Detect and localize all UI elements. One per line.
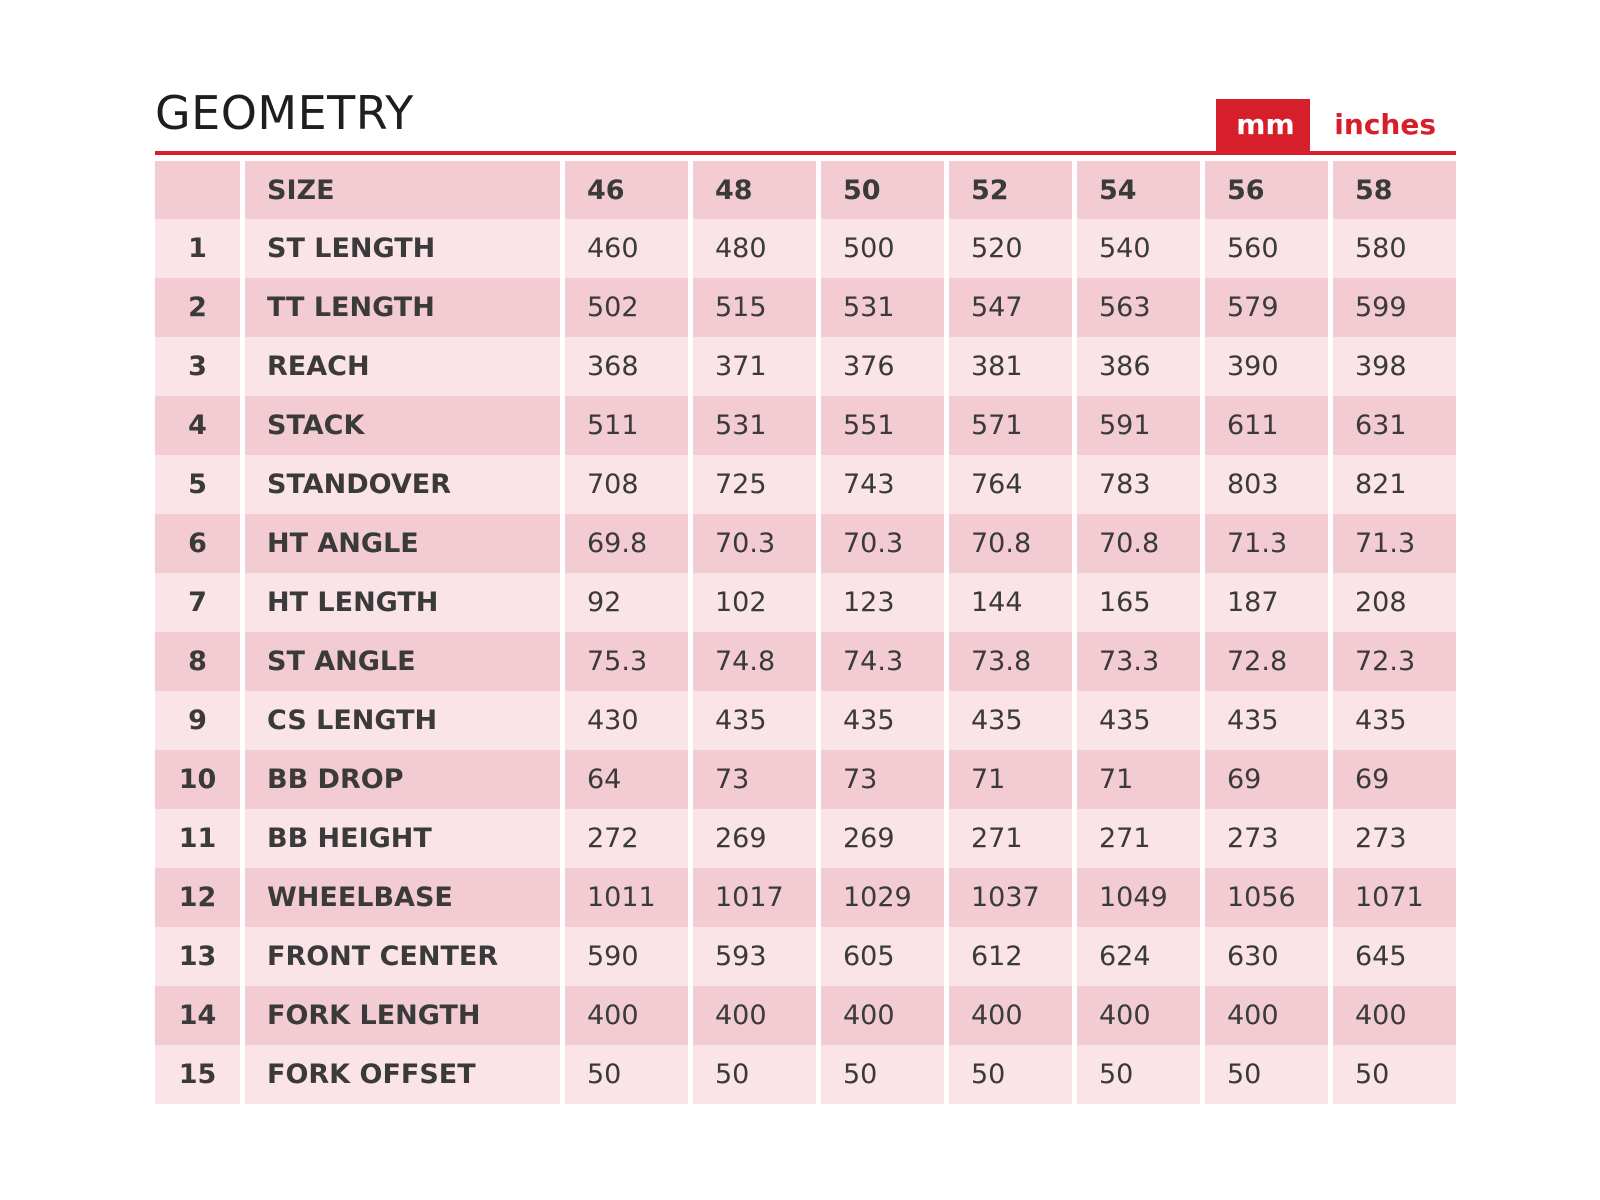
- row-value-cell: 435: [949, 691, 1072, 750]
- row-value-cell: 560: [1205, 219, 1328, 278]
- row-number: 12: [155, 868, 240, 927]
- header-size-cell: 48: [693, 161, 816, 219]
- row-value-cell: 273: [1205, 809, 1328, 868]
- row-value-cell: 511: [565, 396, 688, 455]
- row-measurement-name: CS LENGTH: [245, 691, 560, 750]
- row-value-cell: 1017: [693, 868, 816, 927]
- row-value-cell: 74.3: [821, 632, 944, 691]
- row-value-cell: 579: [1205, 278, 1328, 337]
- row-value-cell: 725: [693, 455, 816, 514]
- row-value-cell: 70.3: [693, 514, 816, 573]
- row-number: 5: [155, 455, 240, 514]
- header-size-cell: 56: [1205, 161, 1328, 219]
- row-measurement-name: STACK: [245, 396, 560, 455]
- row-value-cell: 272: [565, 809, 688, 868]
- row-value-cell: 71: [949, 750, 1072, 809]
- row-value-cell: 591: [1077, 396, 1200, 455]
- row-measurement-name: ST ANGLE: [245, 632, 560, 691]
- row-value-cell: 165: [1077, 573, 1200, 632]
- row-value-cell: 50: [1077, 1045, 1200, 1104]
- row-value-cell: 480: [693, 219, 816, 278]
- row-value-cell: 70.3: [821, 514, 944, 573]
- row-value-cell: 435: [1333, 691, 1456, 750]
- header-size-cell: 46: [565, 161, 688, 219]
- row-value-cell: 531: [821, 278, 944, 337]
- table-row: [155, 750, 1456, 809]
- row-measurement-name: BB DROP: [245, 750, 560, 809]
- row-value-cell: 515: [693, 278, 816, 337]
- row-value-cell: 630: [1205, 927, 1328, 986]
- row-measurement-name: ST LENGTH: [245, 219, 560, 278]
- row-number: 13: [155, 927, 240, 986]
- row-value-cell: 144: [949, 573, 1072, 632]
- row-number: 10: [155, 750, 240, 809]
- table-row: [155, 1045, 1456, 1104]
- row-value-cell: 123: [821, 573, 944, 632]
- row-value-cell: 580: [1333, 219, 1456, 278]
- row-value-cell: 50: [565, 1045, 688, 1104]
- row-value-cell: 269: [693, 809, 816, 868]
- row-value-cell: 435: [1077, 691, 1200, 750]
- row-value-cell: 72.8: [1205, 632, 1328, 691]
- row-value-cell: 593: [693, 927, 816, 986]
- row-value-cell: 50: [1333, 1045, 1456, 1104]
- row-number: 11: [155, 809, 240, 868]
- row-value-cell: 645: [1333, 927, 1456, 986]
- row-measurement-name: TT LENGTH: [245, 278, 560, 337]
- table-row: [155, 691, 1456, 750]
- row-value-cell: 71.3: [1205, 514, 1328, 573]
- row-value-cell: 74.8: [693, 632, 816, 691]
- row-value-cell: 1071: [1333, 868, 1456, 927]
- row-value-cell: 783: [1077, 455, 1200, 514]
- row-value-cell: 1011: [565, 868, 688, 927]
- row-number: 14: [155, 986, 240, 1045]
- table-row: [155, 573, 1456, 632]
- table-row: [155, 514, 1456, 573]
- row-value-cell: 398: [1333, 337, 1456, 396]
- row-value-cell: 540: [1077, 219, 1200, 278]
- row-value-cell: 92: [565, 573, 688, 632]
- row-value-cell: 69.8: [565, 514, 688, 573]
- row-measurement-name: WHEELBASE: [245, 868, 560, 927]
- row-number: 4: [155, 396, 240, 455]
- header-size-cell: 50: [821, 161, 944, 219]
- row-value-cell: 400: [1333, 986, 1456, 1045]
- geometry-table: [150, 161, 1461, 1104]
- unit-mm-button[interactable]: mm: [1216, 99, 1310, 151]
- row-value-cell: 400: [565, 986, 688, 1045]
- table-row: [155, 278, 1456, 337]
- table-row: [155, 396, 1456, 455]
- row-number: 3: [155, 337, 240, 396]
- row-value-cell: 269: [821, 809, 944, 868]
- row-value-cell: 1029: [821, 868, 944, 927]
- row-value-cell: 1037: [949, 868, 1072, 927]
- row-value-cell: 50: [949, 1045, 1072, 1104]
- row-value-cell: 590: [565, 927, 688, 986]
- row-value-cell: 71: [1077, 750, 1200, 809]
- row-value-cell: 599: [1333, 278, 1456, 337]
- row-value-cell: 563: [1077, 278, 1200, 337]
- row-number: 6: [155, 514, 240, 573]
- row-measurement-name: HT ANGLE: [245, 514, 560, 573]
- row-value-cell: 386: [1077, 337, 1200, 396]
- row-value-cell: 611: [1205, 396, 1328, 455]
- row-value-cell: 73.3: [1077, 632, 1200, 691]
- geometry-section: [155, 88, 1456, 1104]
- row-value-cell: 390: [1205, 337, 1328, 396]
- row-value-cell: 502: [565, 278, 688, 337]
- row-value-cell: 73: [821, 750, 944, 809]
- row-value-cell: 64: [565, 750, 688, 809]
- header-num-cell: [155, 161, 240, 219]
- row-value-cell: 520: [949, 219, 1072, 278]
- row-value-cell: 400: [1077, 986, 1200, 1045]
- row-number: 15: [155, 1045, 240, 1104]
- header-size-cell: 58: [1333, 161, 1456, 219]
- table-row: [155, 219, 1456, 278]
- row-value-cell: 547: [949, 278, 1072, 337]
- row-value-cell: 75.3: [565, 632, 688, 691]
- table-row: [155, 927, 1456, 986]
- row-value-cell: 571: [949, 396, 1072, 455]
- row-value-cell: 400: [821, 986, 944, 1045]
- row-value-cell: 71.3: [1333, 514, 1456, 573]
- row-value-cell: 430: [565, 691, 688, 750]
- row-value-cell: 605: [821, 927, 944, 986]
- row-value-cell: 821: [1333, 455, 1456, 514]
- table-row: [155, 632, 1456, 691]
- row-value-cell: 631: [1333, 396, 1456, 455]
- row-value-cell: 70.8: [1077, 514, 1200, 573]
- row-value-cell: 460: [565, 219, 688, 278]
- row-value-cell: 376: [821, 337, 944, 396]
- row-value-cell: 50: [693, 1045, 816, 1104]
- row-measurement-name: BB HEIGHT: [245, 809, 560, 868]
- row-value-cell: 400: [1205, 986, 1328, 1045]
- row-value-cell: 50: [1205, 1045, 1328, 1104]
- row-value-cell: 73.8: [949, 632, 1072, 691]
- row-value-cell: 368: [565, 337, 688, 396]
- table-row: [155, 809, 1456, 868]
- row-measurement-name: FORK LENGTH: [245, 986, 560, 1045]
- unit-inches-button[interactable]: inches: [1334, 108, 1436, 141]
- row-value-cell: 708: [565, 455, 688, 514]
- row-measurement-name: HT LENGTH: [245, 573, 560, 632]
- row-value-cell: 70.8: [949, 514, 1072, 573]
- row-value-cell: 72.3: [1333, 632, 1456, 691]
- row-measurement-name: STANDOVER: [245, 455, 560, 514]
- table-row: [155, 455, 1456, 514]
- row-value-cell: 551: [821, 396, 944, 455]
- row-value-cell: 803: [1205, 455, 1328, 514]
- row-measurement-name: REACH: [245, 337, 560, 396]
- header-size-cell: 54: [1077, 161, 1200, 219]
- row-value-cell: 764: [949, 455, 1072, 514]
- row-value-cell: 400: [949, 986, 1072, 1045]
- row-number: 8: [155, 632, 240, 691]
- row-number: 1: [155, 219, 240, 278]
- row-value-cell: 187: [1205, 573, 1328, 632]
- table-row: [155, 337, 1456, 396]
- row-value-cell: 435: [1205, 691, 1328, 750]
- row-value-cell: 273: [1333, 809, 1456, 868]
- row-value-cell: 208: [1333, 573, 1456, 632]
- row-value-cell: 435: [693, 691, 816, 750]
- row-value-cell: 73: [693, 750, 816, 809]
- row-number: 9: [155, 691, 240, 750]
- row-value-cell: 400: [693, 986, 816, 1045]
- row-value-cell: 743: [821, 455, 944, 514]
- row-value-cell: 381: [949, 337, 1072, 396]
- row-number: 7: [155, 573, 240, 632]
- table-row: [155, 868, 1456, 927]
- row-value-cell: 50: [821, 1045, 944, 1104]
- row-measurement-name: FRONT CENTER: [245, 927, 560, 986]
- header-size-label: SIZE: [245, 161, 560, 219]
- header-size-cell: 52: [949, 161, 1072, 219]
- table-row: [155, 986, 1456, 1045]
- row-value-cell: 69: [1333, 750, 1456, 809]
- row-value-cell: 435: [821, 691, 944, 750]
- row-value-cell: 1056: [1205, 868, 1328, 927]
- row-value-cell: 371: [693, 337, 816, 396]
- table-body: [155, 219, 1456, 1104]
- unit-toggle: [1216, 99, 1456, 151]
- row-value-cell: 102: [693, 573, 816, 632]
- row-value-cell: 624: [1077, 927, 1200, 986]
- row-value-cell: 612: [949, 927, 1072, 986]
- row-value-cell: 1049: [1077, 868, 1200, 927]
- row-value-cell: 531: [693, 396, 816, 455]
- row-value-cell: 69: [1205, 750, 1328, 809]
- geometry-header: [155, 88, 1456, 155]
- row-value-cell: 271: [1077, 809, 1200, 868]
- page-title: GEOMETRY: [155, 86, 414, 140]
- row-measurement-name: FORK OFFSET: [245, 1045, 560, 1104]
- row-value-cell: 271: [949, 809, 1072, 868]
- table-header-row: [155, 161, 1456, 219]
- row-number: 2: [155, 278, 240, 337]
- row-value-cell: 500: [821, 219, 944, 278]
